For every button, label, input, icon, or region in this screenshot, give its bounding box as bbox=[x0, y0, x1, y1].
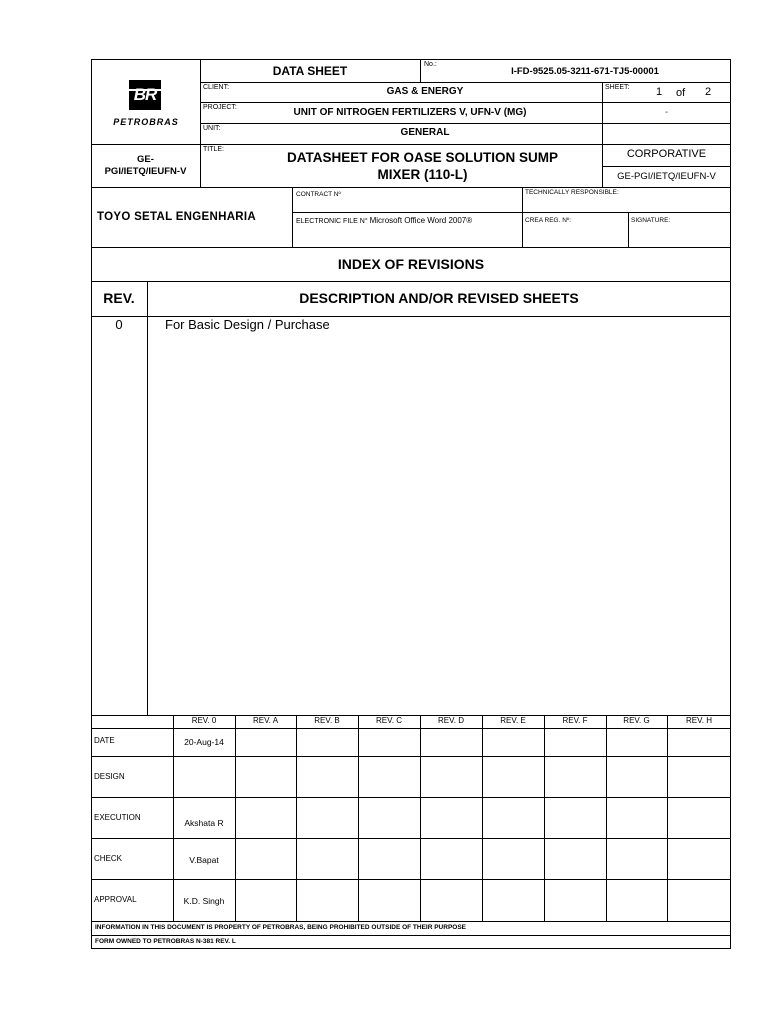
grid-line bbox=[420, 715, 421, 921]
approval-row-label: EXECUTION bbox=[94, 812, 141, 822]
grid-line bbox=[522, 187, 523, 248]
grid-line bbox=[91, 921, 731, 922]
unit-label: UNIT: bbox=[203, 125, 221, 132]
approval-row-label: DATE bbox=[94, 736, 115, 745]
revision-column-header: REV. E bbox=[500, 716, 526, 725]
project-label: PROJECT: bbox=[203, 104, 237, 111]
grid-line bbox=[296, 715, 297, 921]
grid-line bbox=[91, 756, 731, 757]
grid-line bbox=[91, 935, 731, 936]
revision-column-header: REV. 0 bbox=[191, 716, 217, 725]
project-value: UNIT OF NITROGEN FERTILIZERS V, UFN-V (MG) bbox=[293, 107, 527, 118]
grid-line bbox=[292, 187, 293, 248]
grid-line bbox=[91, 838, 731, 839]
sheet-of: of bbox=[676, 87, 686, 99]
classification: CORPORATIVE bbox=[626, 148, 707, 160]
sheet-current: 1 bbox=[656, 86, 663, 98]
approval-row-label: DESIGN bbox=[94, 771, 125, 781]
grid-line bbox=[200, 82, 731, 83]
grid-line bbox=[91, 281, 731, 282]
revision-row-description: For Basic Design / Purchase bbox=[165, 317, 330, 332]
approval-row-label: APPROVAL bbox=[94, 895, 137, 904]
approval-row-label: CHECK bbox=[94, 853, 123, 863]
revision-column-header: REV. A bbox=[252, 716, 279, 725]
client-value: GAS & ENERGY bbox=[386, 86, 464, 97]
contract-label: CONTRACT Nº bbox=[296, 191, 341, 198]
grid-line bbox=[91, 247, 731, 248]
grid-line bbox=[420, 59, 421, 83]
title-label: TITLE: bbox=[203, 146, 225, 153]
grid-line bbox=[482, 715, 483, 921]
petrobras-logo-icon: BR bbox=[129, 80, 161, 110]
logo-name: PETROBRAS bbox=[113, 117, 179, 127]
electronic-file-label: ELECTRONIC FILE N° Microsoft Office Word 2007® bbox=[296, 216, 473, 225]
approval-cell-value: Akshata R bbox=[184, 817, 224, 828]
contractor-name: TOYO SETAL ENGENHARIA bbox=[97, 211, 257, 223]
description-column-header: DESCRIPTION AND/OR REVISED SHEETS bbox=[299, 290, 579, 306]
revision-column-header: REV. H bbox=[686, 716, 712, 725]
grid-line bbox=[235, 715, 236, 921]
approval-cell-value: K.D. Singh bbox=[183, 896, 225, 906]
rev-column-header: REV. bbox=[103, 290, 135, 306]
property-notice: INFORMATION IN THIS DOCUMENT IS PROPERTY OF PETROBRAS, BEING PROHIBITED OUTSIDE OF THEIR PURPOSE bbox=[95, 924, 467, 931]
title-line1: DATASHEET FOR OASE SOLUTION SUMP bbox=[286, 150, 558, 165]
grid-line bbox=[200, 102, 731, 103]
grid-line bbox=[606, 715, 607, 921]
form-reference: FORM OWNED TO PETROBRAS N-381 REV. L bbox=[95, 938, 236, 945]
grid-line bbox=[200, 123, 731, 124]
revisions-title: INDEX OF REVISIONS bbox=[337, 256, 485, 272]
sheet-total: 2 bbox=[705, 86, 712, 98]
grid-line bbox=[667, 715, 668, 921]
grid-line bbox=[358, 715, 359, 921]
approval-cell-value: V.Bapat bbox=[189, 854, 219, 865]
doc-number: I-FD-9525.05-3211-671-TJ5-00001 bbox=[511, 66, 659, 77]
grid-line bbox=[91, 144, 731, 145]
grid-line bbox=[91, 797, 731, 798]
grid-line bbox=[147, 281, 148, 715]
revision-column-header: REV. B bbox=[314, 716, 340, 725]
grid-line bbox=[91, 728, 731, 729]
revision-column-header: REV. D bbox=[438, 716, 464, 725]
revision-column-header: REV. G bbox=[623, 716, 650, 725]
unit-value: GENERAL bbox=[400, 127, 450, 138]
dept-code: GE-PGI/IETQ/IEUFN-V bbox=[617, 171, 716, 182]
grid-line bbox=[628, 212, 629, 248]
sheet-dash: - bbox=[664, 107, 669, 118]
grid-line bbox=[602, 166, 731, 167]
title-line2: MIXER (110-L) bbox=[377, 167, 468, 182]
client-label: CLIENT: bbox=[203, 84, 230, 91]
revision-column-header: REV. C bbox=[376, 716, 402, 725]
crea-label: CREA REG. Nº: bbox=[525, 217, 572, 224]
grid-line bbox=[91, 879, 731, 880]
electronic-file-value: Microsoft Office Word 2007® bbox=[369, 216, 473, 225]
department-line1: GE- bbox=[137, 154, 154, 165]
sheet-label: SHEET: bbox=[605, 84, 630, 91]
grid-line bbox=[292, 212, 731, 213]
doc-type: DATA SHEET bbox=[272, 64, 348, 78]
signature-label: SIGNATURE: bbox=[631, 217, 671, 224]
grid-line bbox=[544, 715, 545, 921]
revision-row-rev: 0 bbox=[115, 317, 123, 332]
revision-column-header: REV. F bbox=[562, 716, 588, 725]
data-sheet-form bbox=[91, 59, 731, 949]
technically-responsible-label: TECHNICALLY RESPONSIBLE: bbox=[525, 189, 619, 196]
no-label: No.: bbox=[424, 61, 437, 68]
grid-line bbox=[91, 187, 731, 188]
approval-cell-value: 20-Aug-14 bbox=[184, 737, 224, 747]
department-line2: PGI/IETQ/IEUFN-V bbox=[104, 166, 187, 177]
